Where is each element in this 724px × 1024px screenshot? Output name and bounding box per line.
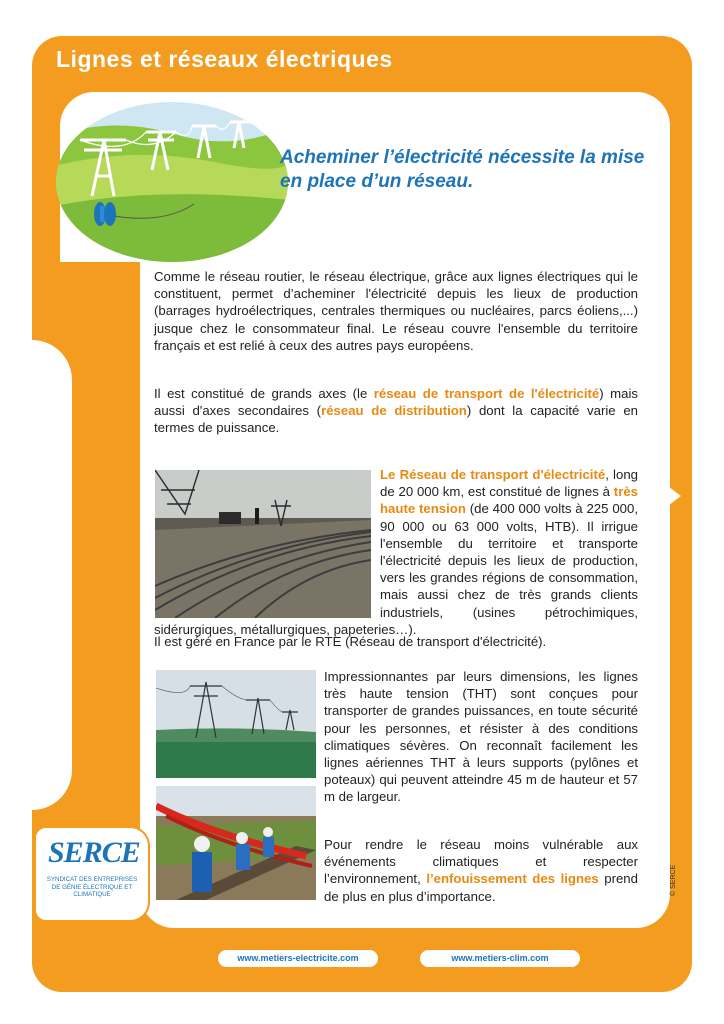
logo-name: SERCE [48, 836, 140, 869]
copyright: © SERCE [670, 864, 677, 896]
highlight-distribution: réseau de distribution [321, 403, 467, 419]
underground-photo [156, 786, 316, 900]
page-title: Lignes et réseaux électriques [56, 46, 393, 72]
footer-link-clim[interactable]: www.metiers-clim.com [420, 950, 580, 967]
underground-text-1: Pour rendre le réseau moins vulnérable aux événements climatiques et respecter l’environnement, [324, 837, 638, 887]
underground-text-2: prend de plus en plus d’importance. [324, 871, 638, 904]
footer-link-electricite[interactable]: www.metiers-electricite.com [218, 950, 378, 967]
intro-paragraph-1: Comme le réseau routier, le réseau électrique, grâce aux lignes électriques qui le constituent, permet d’acheminer l'électricité depuis les lieux de production (barrages hydroélectriques, centrales thermiques ou nucléaires, parcs éoliens,...) jusque chez le consommateur final. Le réseau couvre l'ensemble du territoire français et est relié à ceux des autres pays européens. [154, 269, 638, 353]
highlight-tht: très haute tension [380, 484, 638, 517]
next-arrow-icon[interactable] [669, 487, 681, 505]
pylons-photo [156, 670, 316, 778]
transport-text-2: (de 400 000 volts à 225 000, 90 000 ou 63 000 volts, HTB). Il irrigue l'ensemble du territoire et transporte l'électricité depuis les lieux de production, vers les grandes régions de consommation, mais aussi chez de très grands clients industriels, (usines pétrochimiques, sidérurgiques, métallurgiques, papeteries…). [154, 501, 638, 637]
frame-notch [32, 340, 72, 810]
intro-paragraph-2 [154, 385, 638, 437]
pylon-illustration [54, 96, 290, 264]
transport-text-1: , long de 20 000 km, est constitué de lignes à [380, 467, 638, 500]
transport-paragraph [154, 466, 638, 638]
transport-paragraph-rte: Il est géré en France par le RTE (Réseau de transport d'électricité). [154, 634, 547, 649]
serce-logo [34, 826, 150, 922]
intro-text-a: Il est constitué de grands axes (le [154, 386, 374, 401]
intro-text-b: ) mais aussi d'axes secondaires ( [154, 386, 638, 419]
page-subtitle: Acheminer l’électricité nécessite la mise en place d’un réseau. [280, 147, 645, 192]
photo-spacer [154, 466, 380, 618]
highlight-transport: réseau de transport de l'électricité [373, 386, 600, 401]
highlight-rte: Le Réseau de transport d'électricité [380, 467, 606, 482]
tht-paragraph: Impressionnantes par leurs dimensions, les lignes très haute tension (THT) sont conçues pour transporter de grandes puissances, en toute sécurité pour les personnes, et résister à des conditions climatiques sévères. On reconnaît facilement les lignes aériennes THT à leurs supports (pylônes et poteaux) qui peuvent atteindre 45 m de hauteur et 57 m de largeur. [324, 669, 638, 805]
underground-paragraph [324, 836, 638, 905]
intro-text-c: ) dont la capacité varie en termes de puissance. [154, 403, 638, 436]
logo-tagline: SYNDICAT DES ENTREPRISES DE GÉNIE ÉLECTRIQUE ET CLIMATIQUE [46, 876, 138, 898]
highlight-enfouissement: l’enfouissement des lignes [426, 871, 599, 887]
